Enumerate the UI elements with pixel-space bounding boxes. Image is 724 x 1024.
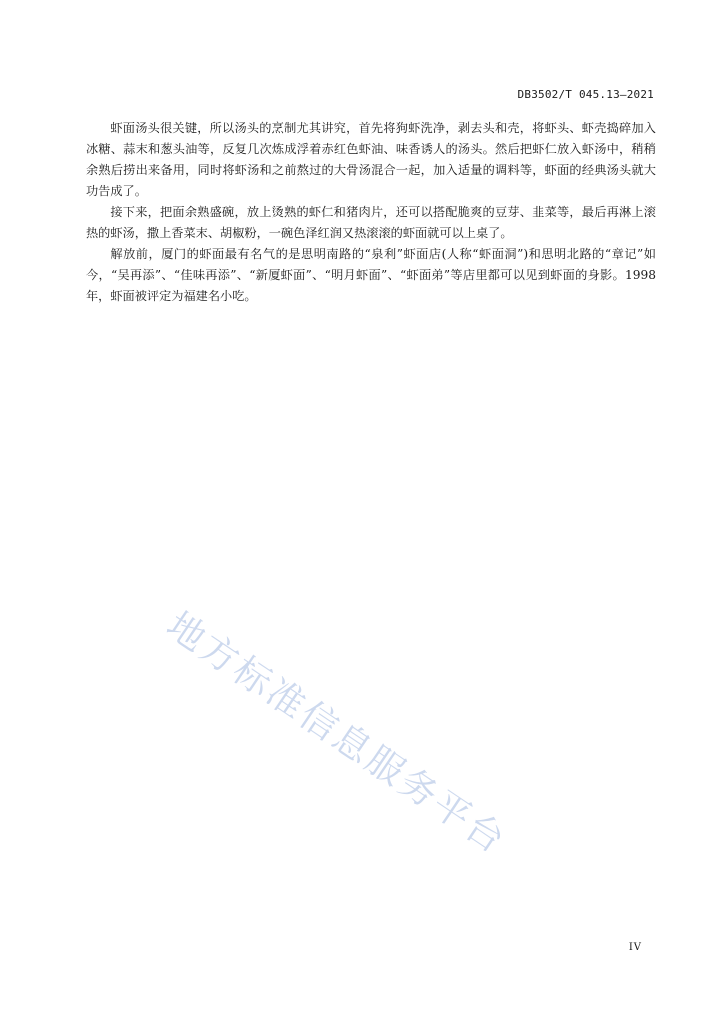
paragraph-1: 虾面汤头很关键，所以汤头的烹制尤其讲究，首先将狗虾洗净，剥去头和壳，将虾头、虾壳捣碎加入冰糖、蒜末和葱头油等，反复几次炼成浮着赤红色虾油、味香诱人的汤头。然后把虾仁放入虾汤中，稍稍余熟后捞出来备用，同时将虾汤和之前熬过的大骨汤混合一起，加入适量的调料等，虾面的经典汤头就大功告成了。 xyxy=(86,121,656,198)
document-code: DB3502/T 045.13—2021 xyxy=(517,88,654,101)
page-number: IV xyxy=(628,942,642,953)
body-text xyxy=(86,118,656,307)
watermark: 地方标准信息服务平台 xyxy=(158,603,515,863)
paragraph-3: 解放前，厦门的虾面最有名气的是思明南路的“泉利”虾面店(人称“虾面洞”)和思明北路的“章记”如今，“吴再添”、“佳味再添”、“新厦虾面”、“明月虾面”、“虾面弟”等店里都可以见到虾面的身影。1998年，虾面被评定为福建名小吃。 xyxy=(86,247,656,303)
paragraph-2: 接下来，把面余熟盛碗，放上烫熟的虾仁和猪肉片，还可以搭配脆爽的豆芽、韭菜等，最后再淋上滚热的虾汤，撒上香菜末、胡椒粉，一碗色泽红润又热滚滚的虾面就可以上桌了。 xyxy=(86,205,656,240)
